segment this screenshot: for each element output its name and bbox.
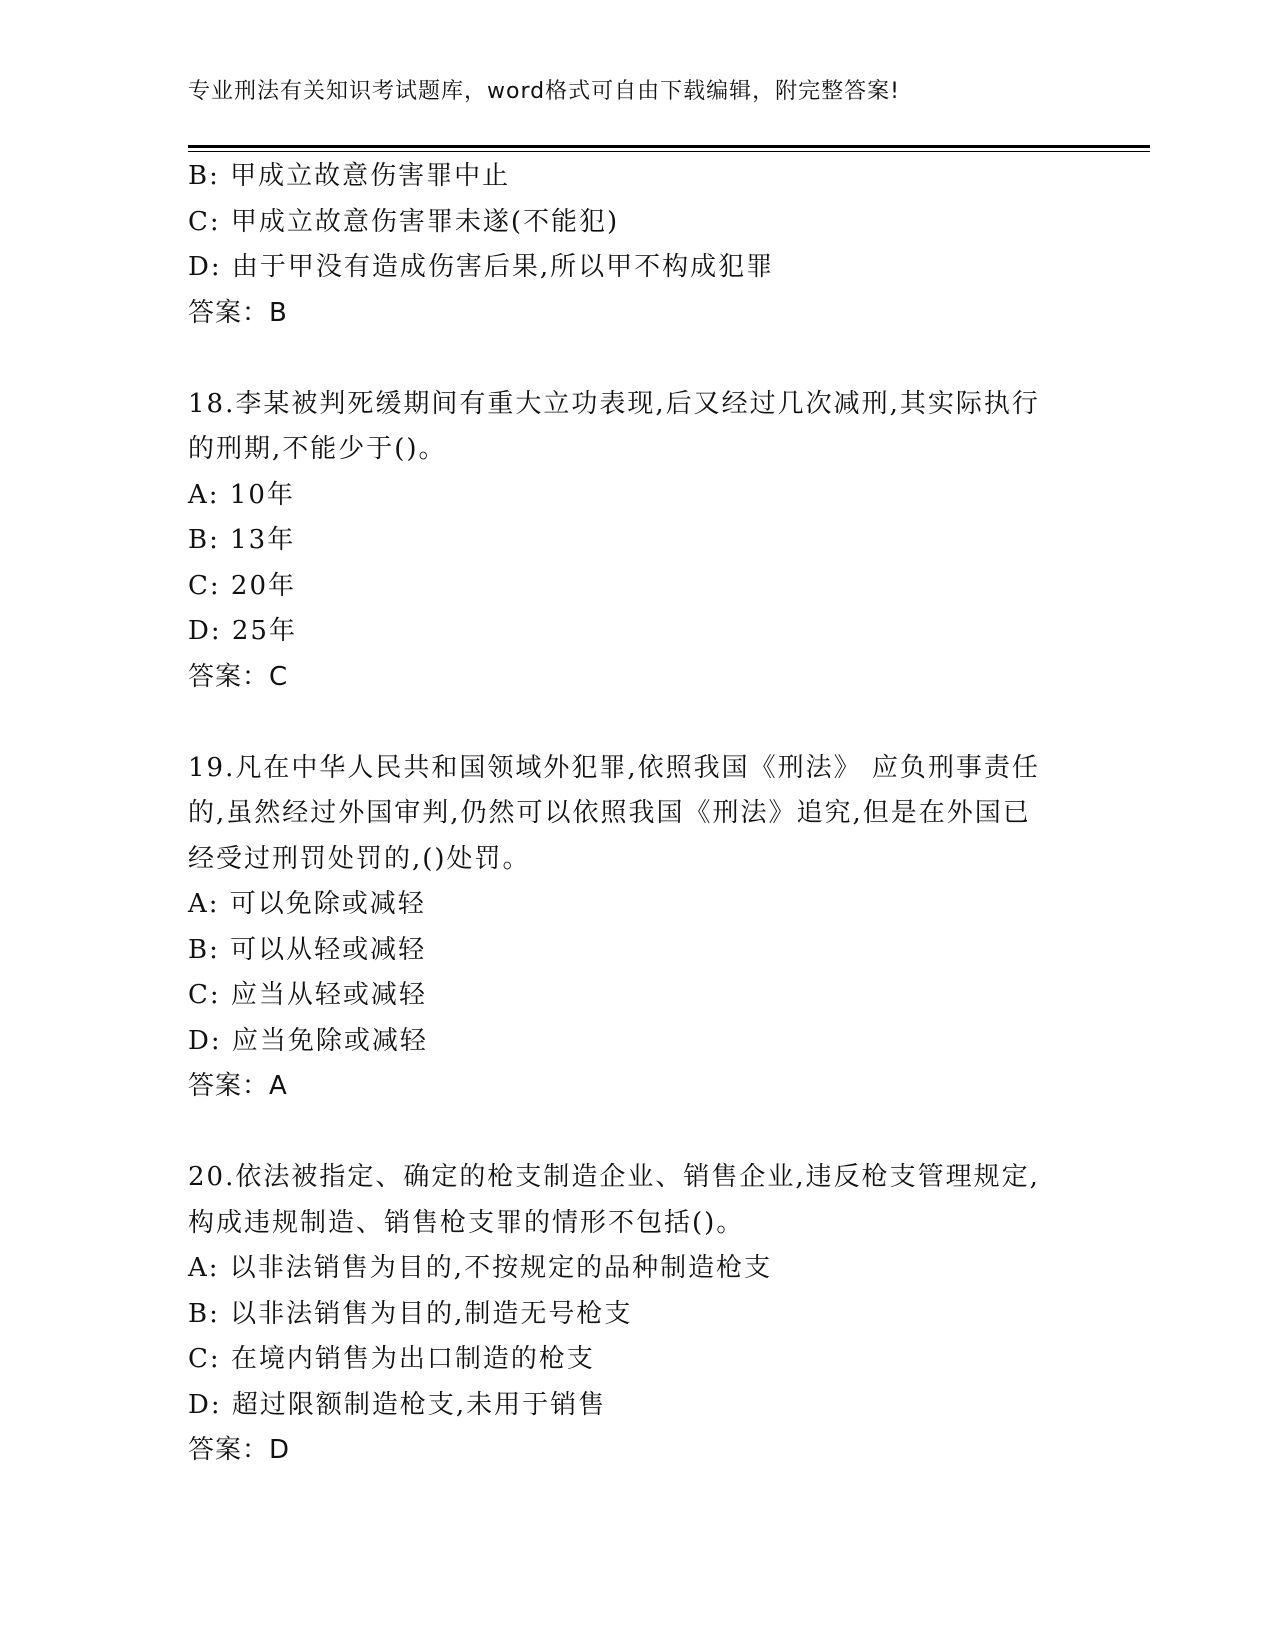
question-stem-line: 18.李某被判死缓期间有重大立功表现,后又经过几次减刑,其实际执行	[188, 388, 1040, 419]
option-d: D: 由于甲没有造成伤害后果,所以甲不构成犯罪	[188, 252, 775, 282]
prev-question	[188, 154, 1088, 336]
question-stem-line: 经受过刑罚处罚的,()处罚。	[188, 843, 531, 874]
question-20	[188, 1155, 1088, 1474]
question-18	[188, 382, 1088, 701]
question-19	[188, 746, 1088, 1110]
question-stem-line: 的刑期,不能少于()。	[188, 434, 447, 464]
option-c: C: 应当从轻或减轻	[188, 980, 427, 1010]
option-c: C: 甲成立故意伤害罪未遂(不能犯)	[188, 206, 620, 237]
header-rule-thin	[188, 151, 1150, 152]
page-header: 专业刑法有关知识考试题库，word格式可自由下载编辑，附完整答案!	[188, 79, 900, 104]
document-body	[188, 154, 1088, 1474]
option-b: B: 可以从轻或减轻	[188, 934, 427, 965]
option-b: B: 甲成立故意伤害罪中止	[188, 161, 511, 191]
option-b: B: 13年	[188, 525, 296, 555]
question-stem-line: 20.依法被指定、确定的枪支制造企业、销售企业,违反枪支管理规定,	[188, 1162, 1040, 1192]
answer: 答案：D	[188, 1435, 291, 1465]
option-c: C: 在境内销售为出口制造的枪支	[188, 1344, 595, 1374]
option-a: A: 可以免除或减轻	[188, 889, 426, 919]
option-c: C: 20年	[188, 570, 297, 601]
answer: 答案：B	[188, 297, 288, 328]
answer: 答案：C	[188, 661, 289, 692]
header-rule-thick	[188, 145, 1150, 148]
answer: 答案：A	[188, 1071, 288, 1101]
option-d: D: 超过限额制造枪支,未用于销售	[188, 1389, 607, 1420]
question-stem-line: 的,虽然经过外国审判,仍然可以依照我国《刑法》追究,但是在外国已	[188, 798, 1031, 828]
option-b: B: 以非法销售为目的,制造无号枪支	[188, 1298, 633, 1329]
option-a: A: 以非法销售为目的,不按规定的品种制造枪支	[188, 1253, 773, 1283]
option-a: A: 10年	[188, 479, 295, 510]
option-d: D: 应当免除或减轻	[188, 1025, 428, 1056]
question-stem-line: 构成违规制造、销售枪支罪的情形不包括()。	[188, 1207, 745, 1238]
option-d: D: 25年	[188, 616, 297, 646]
question-stem-line: 19.凡在中华人民共和国领域外犯罪,依照我国《刑法》 应负刑事责任	[188, 752, 1040, 783]
